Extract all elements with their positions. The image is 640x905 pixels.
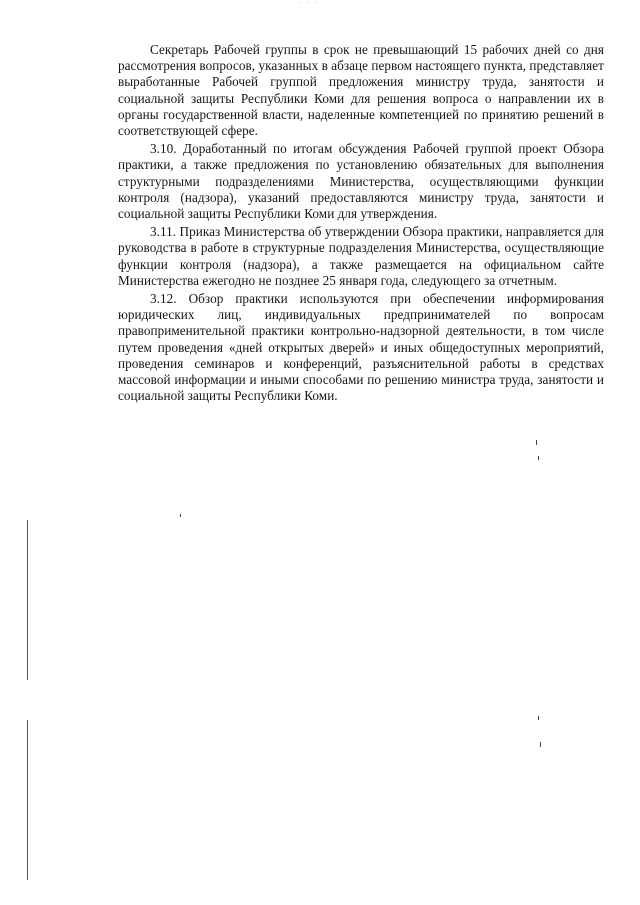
paragraph-3-10: 3.10. Доработанный по итогам обсуждения Рабочей группой проект Обзора практики, а также предложения по установлению обязательных для выполнения структурными подразделениями Министерства, осуществляющими функции контроля (надзора), указаний предоставляются министру труда, занятости и социальной защиты Республики Коми для утверждения. [118,141,604,222]
scan-artifact-top: · · · [300,0,319,6]
document-body [118,42,604,404]
scan-edge-line [27,520,28,680]
scan-speck [180,514,181,517]
paragraph-3-12: 3.12. Обзор практики используются при обеспечении информирования юридических лиц, индивидуальных предпринимателей по вопросам правоприменительной практики контрольно-надзорной деятельности, в том числе путем проведения «дней открытых дверей» и иных общедоступных мероприятий, проведения семинаров и конференций, разъяснительной работы в средствах массовой информации и иными способами по решению министра труда, занятости и социальной защиты Республики Коми. [118,291,604,404]
scan-edge-line [27,720,28,880]
scan-speck [538,716,539,720]
scan-speck [538,456,539,460]
scan-speck [540,742,541,747]
scan-speck [536,440,537,445]
paragraph-secretary: Секретарь Рабочей группы в срок не превышающий 15 рабочих дней со дня рассмотрения вопросов, указанных в абзаце первом настоящего пункта, представляет выработанные Рабочей группой предложения министру труда, занятости и социальной защиты Республики Коми для решения вопроса о направлении их в органы государственной власти, наделенные компетенцией по принятию решений в соответствующей сфере. [118,42,604,139]
paragraph-3-11: 3.11. Приказ Министерства об утверждении Обзора практики, направляется для руководства в работе в структурные подразделения Министерства, осуществляющие функции контроля (надзора), а также размещается на официальном сайте Министерства ежегодно не позднее 25 января года, следующего за отчетным. [118,224,604,288]
